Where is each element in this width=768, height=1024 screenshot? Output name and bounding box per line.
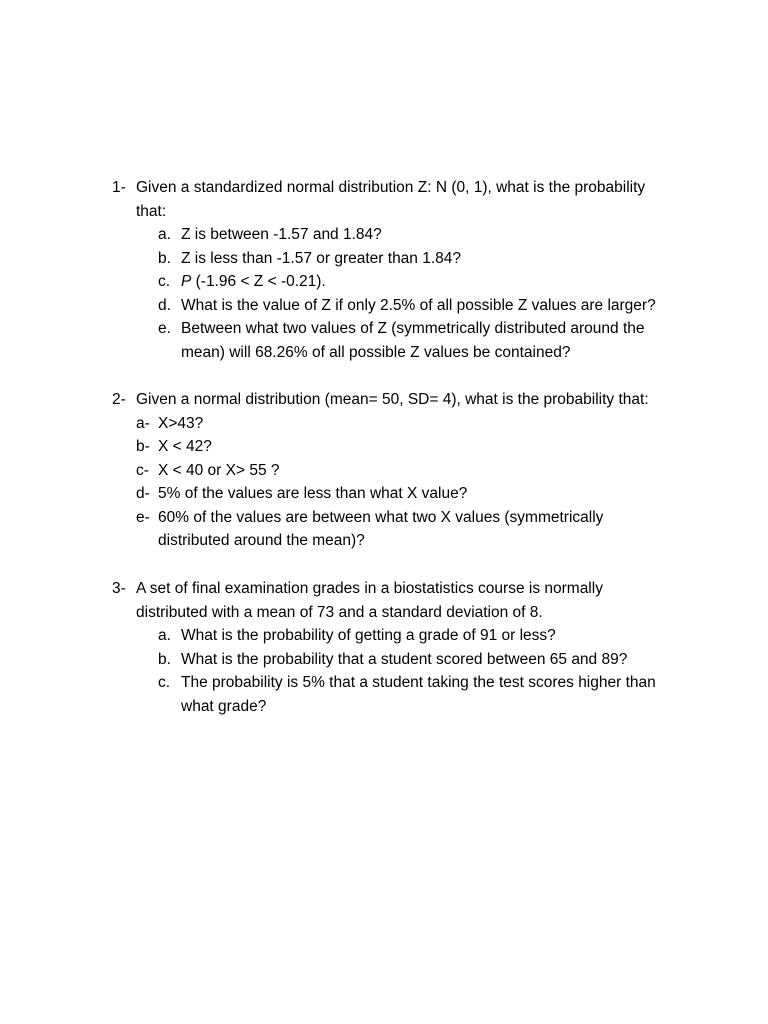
item-text: What is the value of Z if only 2.5% of all possible Z values are larger? <box>181 296 656 314</box>
item-marker: c. <box>158 674 171 691</box>
item-text: X < 42? <box>158 438 212 455</box>
item-text: 60% of the values are between what two X values (symmetrically <box>158 508 604 526</box>
item-text: X < 40 or X> 55 ? <box>158 461 280 479</box>
item-text: Z is between -1.57 and 1.84? <box>181 226 382 243</box>
item-marker: e. <box>158 320 171 337</box>
item-marker: a. <box>158 627 171 644</box>
item-text: X>43? <box>158 414 204 432</box>
question-2-stem-text: Given a normal distribution (mean= 50, SD= 4), what is the probability that: <box>136 391 649 408</box>
item-text: What is the probability that a student scored between 65 and 89? <box>181 650 628 668</box>
item-text: distributed around the mean)? <box>158 532 365 549</box>
item-text <box>181 270 326 294</box>
item-marker: b- <box>136 438 150 455</box>
question-3-stem-text: distributed with a mean of 73 and a standard deviation of 8. <box>136 603 543 621</box>
item-marker: d- <box>136 485 150 502</box>
question-3-number: 3- <box>112 580 126 597</box>
item-text: 5% of the values are less than what X value? <box>158 485 468 502</box>
question-3-stem-text: A set of final examination grades in a biostatistics course is normally <box>136 580 603 597</box>
item-text: What is the probability of getting a grade of 91 or less? <box>181 627 556 644</box>
probability-symbol: P <box>181 273 192 290</box>
question-1-stem-text: Given a standardized normal distribution Z: N (0, 1), what is the probability <box>136 179 646 196</box>
item-text: Z is less than -1.57 or greater than 1.84? <box>181 249 462 267</box>
item-marker: b. <box>158 249 171 267</box>
item-text: The probability is 5% that a student taking the test scores higher than <box>181 674 656 691</box>
item-marker: a. <box>158 226 171 243</box>
item-marker: a- <box>136 414 150 432</box>
item-marker: c- <box>136 461 149 479</box>
item-text: Between what two values of Z (symmetrically distributed around the <box>181 320 645 337</box>
item-marker: e- <box>136 508 150 526</box>
question-1-stem-text: that: <box>136 202 167 220</box>
item-marker: b. <box>158 650 171 668</box>
question-2-number: 2- <box>112 391 126 408</box>
item-marker: c. <box>158 273 171 290</box>
item-text: what grade? <box>181 697 267 715</box>
question-1-number: 1- <box>112 179 126 196</box>
item-marker: d. <box>158 296 171 314</box>
item-text-rest: (-1.96 < Z < -0.21). <box>191 273 326 290</box>
item-text: mean) will 68.26% of all possible Z values be contained? <box>181 343 571 361</box>
